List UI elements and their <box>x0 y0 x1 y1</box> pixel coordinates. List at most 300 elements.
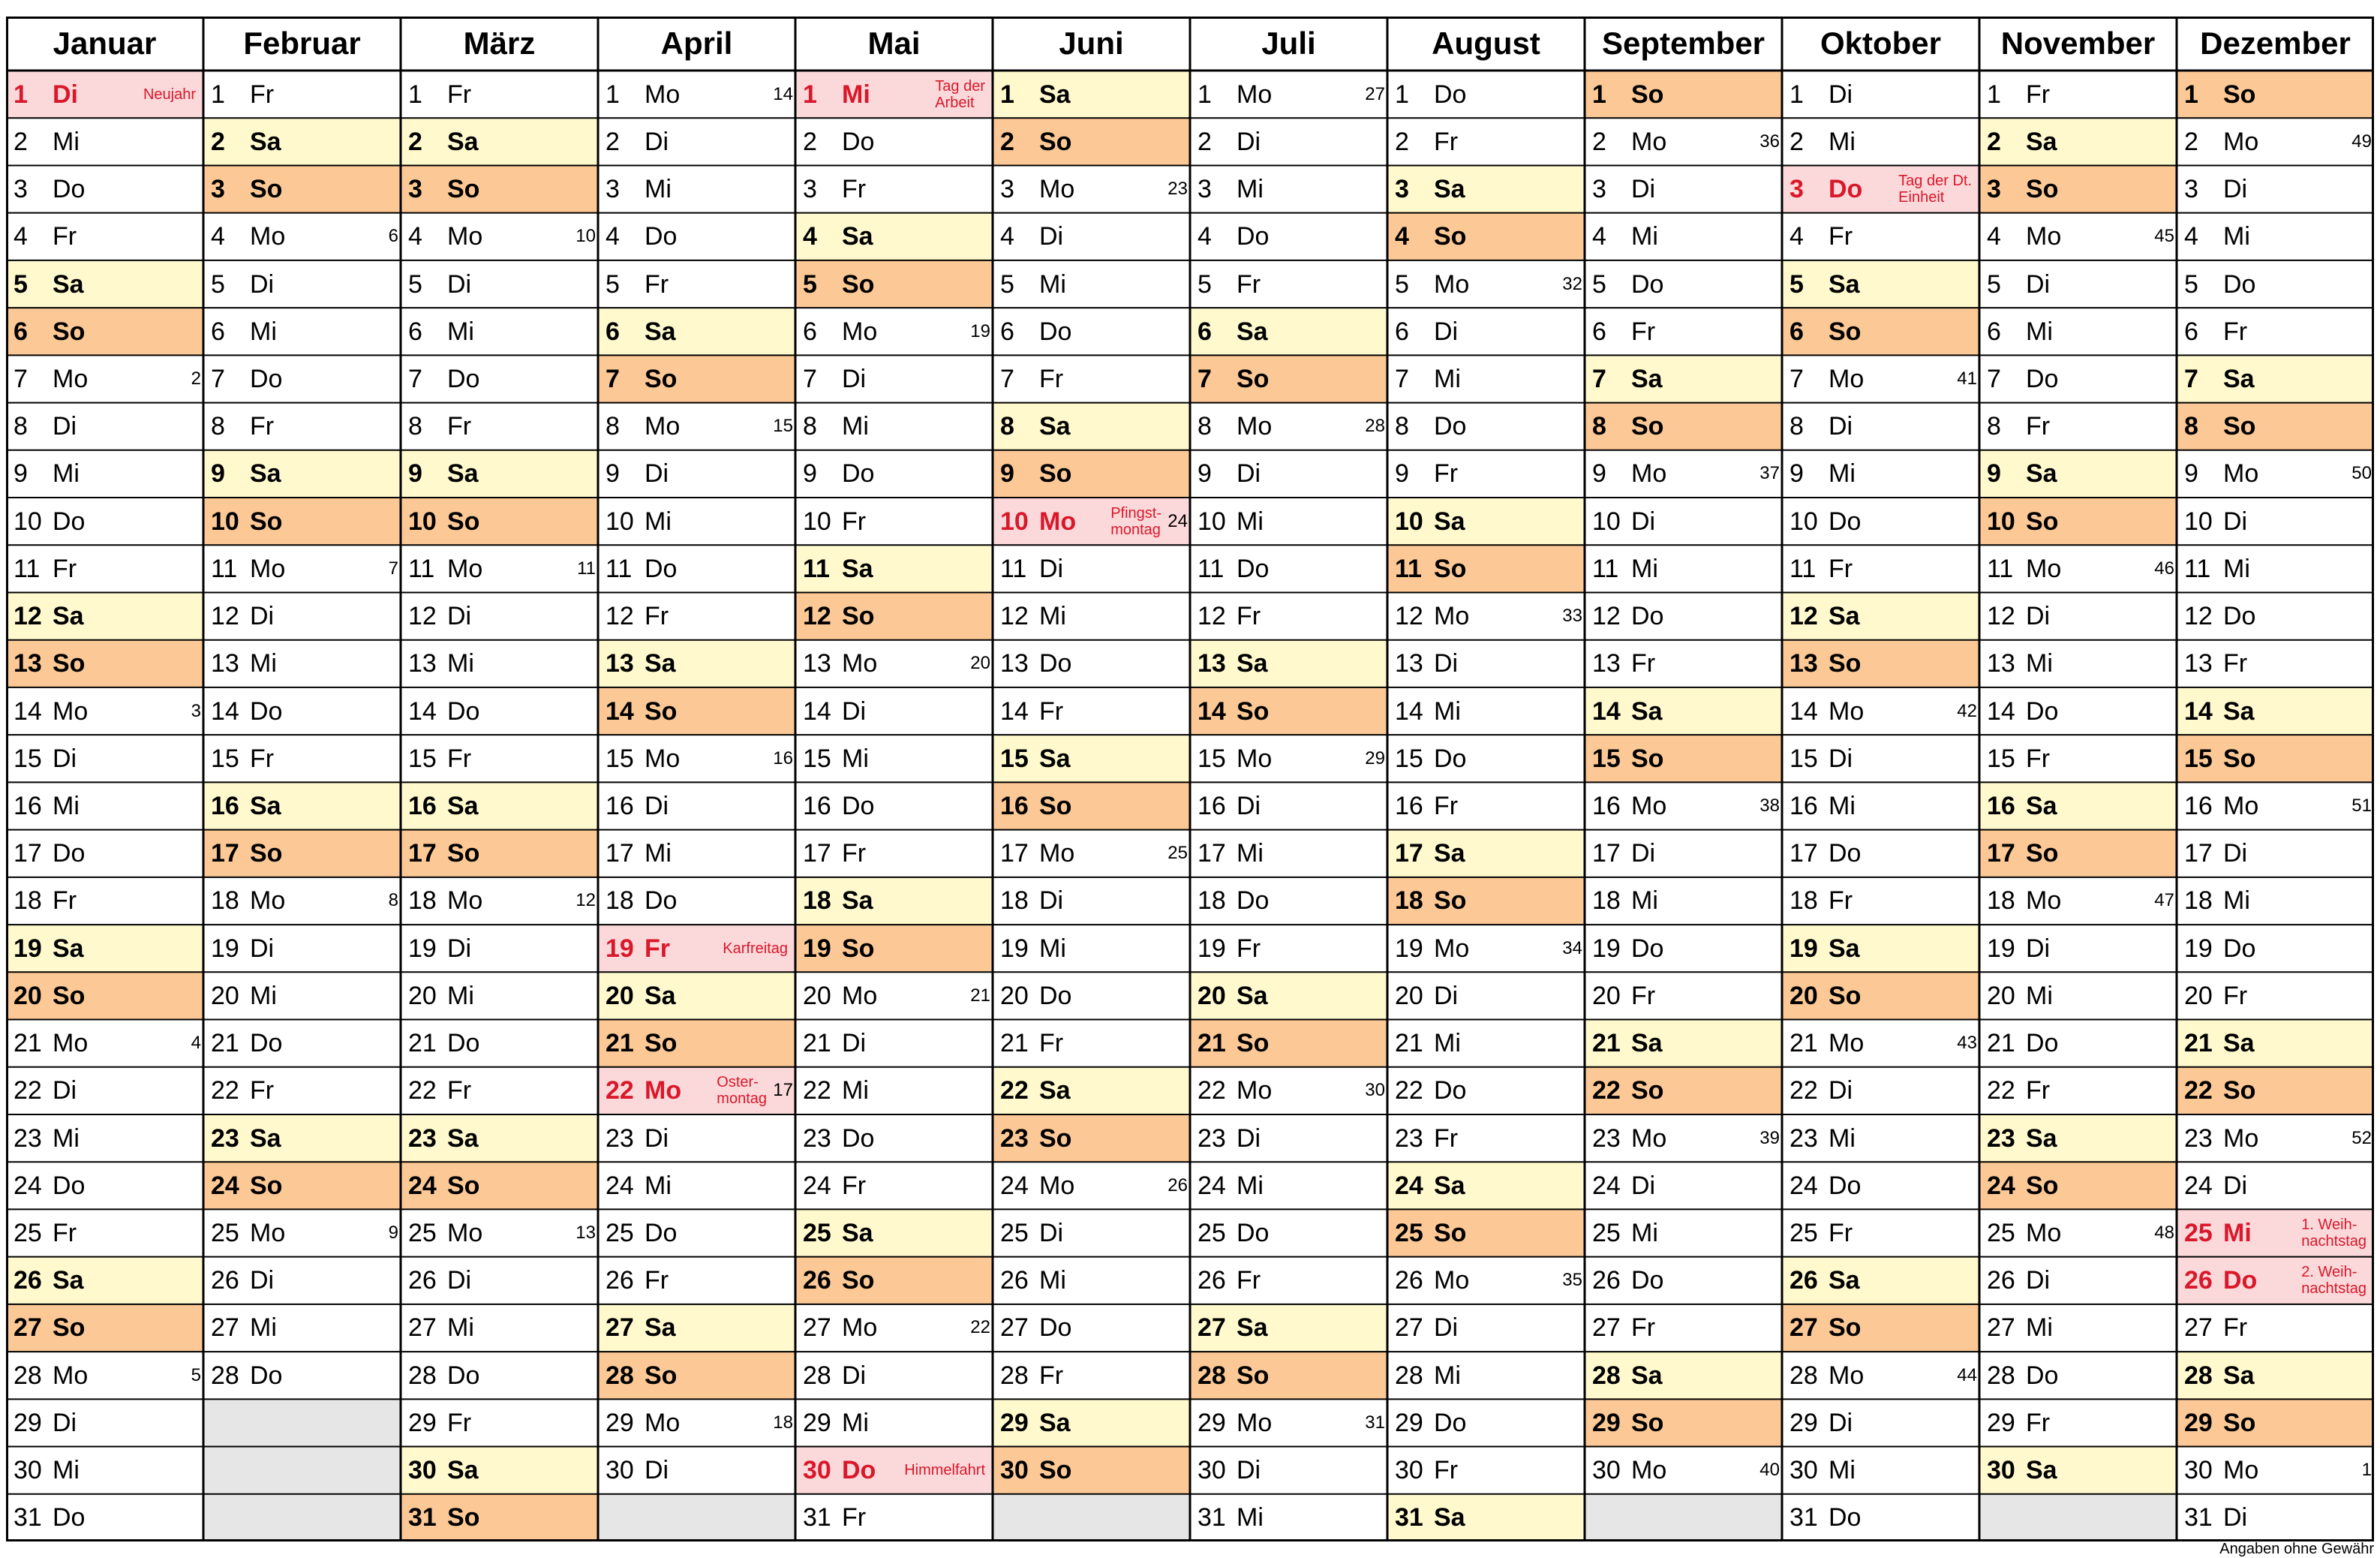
weekday-label: Di <box>2026 1266 2051 1295</box>
day-number: 4 <box>1592 222 1606 251</box>
day-number: 4 <box>1790 222 1804 251</box>
day-cell <box>1979 687 2177 735</box>
day-number: 14 <box>1987 696 2015 726</box>
day-number: 10 <box>211 507 239 536</box>
day-number: 28 <box>606 1361 634 1390</box>
day-number: 10 <box>1592 507 1621 536</box>
day-cell <box>1979 403 2177 450</box>
weekday-label: Mi <box>1237 175 1264 204</box>
weekday-label: Do <box>842 459 875 489</box>
weekday-label: Mi <box>2026 1313 2053 1343</box>
day-number: 5 <box>803 269 817 299</box>
day-number: 2 <box>211 127 225 156</box>
weekday-label: Fr <box>1631 317 1656 346</box>
disclaimer: Angaben ohne Gewähr <box>2219 1541 2374 1557</box>
day-cell <box>1387 1447 1585 1494</box>
day-cell <box>1585 1304 1782 1352</box>
day-number: 24 <box>1000 1171 1029 1200</box>
day-number: 30 <box>1395 1456 1423 1485</box>
day-cell <box>1387 498 1585 545</box>
weekday-label: So <box>1829 1313 1862 1343</box>
day-number: 3 <box>1198 175 1212 204</box>
day-cell <box>1782 355 1979 402</box>
day-cell <box>1782 640 1979 687</box>
day-cell <box>993 165 1190 212</box>
weekday-label: Do <box>1631 602 1664 631</box>
weekday-label: Do <box>1631 269 1664 299</box>
weekday-label: Sa <box>1631 1029 1663 1058</box>
weekday-label: Di <box>1039 1219 1064 1248</box>
day-cell <box>1979 545 2177 592</box>
day-cell <box>1190 165 1387 212</box>
day-number: 27 <box>14 1313 42 1343</box>
day-cell <box>1782 1209 1979 1256</box>
weekday-label: Di <box>250 269 275 299</box>
day-cell <box>1585 1352 1782 1399</box>
day-cell <box>1979 1020 2177 1067</box>
day-number: 9 <box>606 459 620 489</box>
month-header: Dezember <box>2200 26 2351 61</box>
day-cell <box>203 545 401 592</box>
day-cell <box>1979 308 2177 355</box>
weekday-label: Di <box>1829 1408 1853 1437</box>
weekday-label: Mi <box>1039 1266 1066 1295</box>
holiday-name: Neujahr <box>143 86 196 103</box>
day-number: 6 <box>211 317 225 346</box>
weekday-label: Sa <box>1237 649 1268 678</box>
day-number: 16 <box>1395 791 1423 820</box>
day-cell <box>401 1067 598 1114</box>
weekday-label: Fr <box>250 744 275 773</box>
weekday-label: Do <box>1631 1266 1664 1295</box>
day-number: 4 <box>606 222 620 251</box>
day-cell <box>1979 830 2177 877</box>
weekday-label: Do <box>2223 602 2256 631</box>
weekday-label: Mi <box>1434 696 1461 726</box>
weekday-label: Mi <box>842 1408 869 1437</box>
day-cell <box>1979 782 2177 829</box>
week-number: 43 <box>1957 1033 1977 1054</box>
day-cell <box>1190 1494 1387 1541</box>
weekday-label: Di <box>645 1123 669 1153</box>
day-number: 25 <box>408 1219 437 1248</box>
day-cell <box>598 308 795 355</box>
weekday-label: Sa <box>447 459 479 489</box>
weekday-label: Sa <box>842 554 873 583</box>
day-number: 23 <box>1000 1123 1029 1153</box>
day-number: 22 <box>14 1076 42 1105</box>
day-number: 25 <box>14 1219 42 1248</box>
weekday-label: Sa <box>1039 1076 1071 1105</box>
day-number: 8 <box>1790 412 1804 441</box>
day-cell <box>401 165 598 212</box>
week-number: 34 <box>1562 937 1582 958</box>
week-number: 6 <box>388 226 398 247</box>
weekday-label: Sa <box>250 791 281 820</box>
day-cell <box>2177 830 2374 877</box>
weekday-label: Mo <box>842 1313 878 1343</box>
weekday-label: Do <box>1829 175 1863 204</box>
day-number: 10 <box>14 507 42 536</box>
day-number: 7 <box>2184 364 2198 393</box>
day-number: 17 <box>1395 839 1423 868</box>
day-number: 13 <box>408 649 437 678</box>
week-number: 27 <box>1365 83 1385 104</box>
weekday-label: Sa <box>1434 175 1465 204</box>
day-cell <box>1387 545 1585 592</box>
day-number: 28 <box>408 1361 437 1390</box>
weekday-label: So <box>842 1266 875 1295</box>
weekday-label: Mo <box>2223 1456 2259 1485</box>
day-cell <box>993 1447 1190 1494</box>
weekday-label: Mi <box>1434 1361 1461 1390</box>
weekday-label: Mo <box>447 222 483 251</box>
month-header: September <box>1601 26 1765 61</box>
day-cell <box>1190 972 1387 1019</box>
week-number: 24 <box>1167 510 1188 531</box>
weekday-label: Mi <box>1039 269 1066 299</box>
day-cell <box>401 735 598 782</box>
day-cell <box>401 1162 598 1209</box>
day-number: 3 <box>1790 175 1804 204</box>
week-number: 50 <box>2351 463 2372 484</box>
day-cell <box>1190 308 1387 355</box>
weekday-label: Sa <box>447 1456 479 1485</box>
day-number: 2 <box>1987 127 2001 156</box>
weekday-label: Di <box>1237 127 1261 156</box>
day-number: 9 <box>14 459 28 489</box>
weekday-label: So <box>1434 554 1467 583</box>
day-number: 16 <box>408 791 437 820</box>
day-number: 18 <box>803 886 831 916</box>
weekday-label: Fr <box>1237 602 1261 631</box>
day-cell <box>1782 735 1979 782</box>
day-cell <box>203 403 401 450</box>
weekday-label: Do <box>1237 886 1270 916</box>
day-cell <box>1387 213 1585 260</box>
weekday-label: Di <box>53 80 78 109</box>
day-cell <box>598 830 795 877</box>
day-number: 29 <box>606 1408 634 1437</box>
day-cell <box>1585 498 1782 545</box>
holiday-name: Oster- montag <box>717 1074 767 1108</box>
day-number: 13 <box>1592 649 1621 678</box>
day-cell <box>6 355 203 402</box>
day-cell <box>6 260 203 308</box>
year-calendar <box>6 17 2374 1541</box>
day-cell <box>1979 735 2177 782</box>
day-cell <box>795 450 993 498</box>
weekday-label: Sa <box>1039 744 1071 773</box>
day-number: 3 <box>606 175 620 204</box>
day-number: 6 <box>1592 317 1606 346</box>
day-cell <box>203 1162 401 1209</box>
weekday-label: Di <box>1237 1456 1261 1485</box>
day-cell <box>1585 403 1782 450</box>
month-header: April <box>660 26 733 61</box>
day-number: 14 <box>1198 696 1226 726</box>
weekday-label: Fr <box>250 80 275 109</box>
day-cell <box>993 498 1190 545</box>
weekday-label: Di <box>1829 80 1853 109</box>
day-cell <box>401 450 598 498</box>
day-cell <box>1190 687 1387 735</box>
day-number: 3 <box>2184 175 2198 204</box>
day-cell <box>795 1352 993 1399</box>
weekday-label: Sa <box>842 222 873 251</box>
day-number: 1 <box>1000 80 1014 109</box>
day-cell <box>598 1209 795 1256</box>
month-column-7 <box>1190 17 1387 1541</box>
day-cell <box>1782 450 1979 498</box>
weekday-label: Do <box>447 696 480 726</box>
weekday-label: Do <box>2223 1266 2258 1295</box>
weekday-label: Do <box>1237 554 1270 583</box>
day-cell <box>2177 165 2374 212</box>
weekday-label: So <box>250 507 283 536</box>
day-cell <box>203 355 401 402</box>
day-cell <box>598 1304 795 1352</box>
day-number: 15 <box>14 744 42 773</box>
weekday-label: Di <box>1237 459 1261 489</box>
weekday-label: Mo <box>2223 459 2259 489</box>
week-number: 11 <box>577 558 596 579</box>
day-number: 7 <box>1987 364 2001 393</box>
day-cell <box>203 498 401 545</box>
day-number: 6 <box>1198 317 1212 346</box>
month-header: März <box>463 26 536 61</box>
day-cell <box>993 450 1190 498</box>
weekday-label: Fr <box>1434 791 1459 820</box>
day-number: 16 <box>1592 791 1621 820</box>
week-number: 26 <box>1167 1175 1188 1196</box>
weekday-label: So <box>447 1171 480 1200</box>
weekday-label: So <box>447 839 480 868</box>
day-cell <box>401 1209 598 1256</box>
day-cell <box>993 1162 1190 1209</box>
day-cell <box>1585 308 1782 355</box>
weekday-label: Mo <box>1039 839 1075 868</box>
day-cell <box>795 640 993 687</box>
day-cell <box>795 1399 993 1446</box>
day-cell <box>1585 545 1782 592</box>
weekday-label: Mi <box>842 1076 869 1105</box>
day-number: 26 <box>1198 1266 1226 1295</box>
day-cell <box>401 925 598 972</box>
weekday-label: Do <box>1039 649 1072 678</box>
weekday-label: Mi <box>842 80 870 109</box>
weekday-label: Di <box>1829 1076 1853 1105</box>
day-number: 11 <box>211 554 238 583</box>
day-cell <box>1585 972 1782 1019</box>
day-number: 17 <box>803 839 831 868</box>
weekday-label: Sa <box>53 269 84 299</box>
weekday-label: Fr <box>842 1503 867 1532</box>
weekday-label: Sa <box>1631 1361 1663 1390</box>
day-number: 29 <box>1592 1408 1621 1437</box>
day-number: 7 <box>606 364 620 393</box>
day-cell <box>1190 925 1387 972</box>
weekday-label: Mo <box>1039 175 1075 204</box>
day-number: 5 <box>211 269 225 299</box>
day-cell <box>1190 1020 1387 1067</box>
day-number: 1 <box>1987 80 2001 109</box>
day-number: 28 <box>14 1361 42 1390</box>
month-column-8 <box>1387 17 1585 1541</box>
day-cell <box>1387 403 1585 450</box>
weekday-label: Di <box>2223 1171 2248 1200</box>
weekday-label: Di <box>842 1029 867 1058</box>
day-number: 10 <box>1395 507 1423 536</box>
day-cell <box>1585 925 1782 972</box>
weekday-label: Fr <box>1631 649 1656 678</box>
day-cell <box>401 1352 598 1399</box>
day-number: 25 <box>1000 1219 1029 1248</box>
day-cell <box>2177 1162 2374 1209</box>
day-cell <box>401 592 598 639</box>
weekday-label: Mi <box>250 1313 277 1343</box>
weekday-label: So <box>1829 649 1862 678</box>
day-cell <box>993 1352 1190 1399</box>
weekday-label: Do <box>1434 744 1467 773</box>
day-cell <box>2177 640 2374 687</box>
day-cell <box>1387 1352 1585 1399</box>
day-number: 18 <box>14 886 42 916</box>
weekday-label: Mo <box>2223 127 2259 156</box>
day-cell <box>203 735 401 782</box>
day-number: 20 <box>2184 981 2213 1010</box>
weekday-label: Mo <box>842 317 878 346</box>
weekday-label: Di <box>2026 934 2051 963</box>
day-cell <box>1585 71 1782 118</box>
day-number: 12 <box>1592 602 1621 631</box>
weekday-label: Mo <box>2026 554 2062 583</box>
day-cell <box>2177 1447 2374 1494</box>
day-number: 23 <box>14 1123 42 1153</box>
day-cell <box>203 782 401 829</box>
day-number: 2 <box>14 127 28 156</box>
day-cell <box>203 592 401 639</box>
weekday-label: Mi <box>2026 317 2053 346</box>
day-cell <box>203 450 401 498</box>
day-cell <box>203 877 401 925</box>
day-number: 28 <box>211 1361 239 1390</box>
weekday-label: Mo <box>1829 1361 1865 1390</box>
empty-day-cell <box>203 1447 401 1494</box>
day-number: 9 <box>1592 459 1606 489</box>
weekday-label: Mo <box>250 1219 286 1248</box>
weekday-label: Fr <box>1829 222 1853 251</box>
weekday-label: Sa <box>842 1219 873 1248</box>
day-cell <box>1782 403 1979 450</box>
weekday-label: So <box>1039 1456 1072 1485</box>
weekday-label: Mo <box>1237 412 1273 441</box>
weekday-label: Do <box>842 1123 875 1153</box>
day-number: 27 <box>1000 1313 1029 1343</box>
day-cell <box>1585 1447 1782 1494</box>
day-number: 29 <box>1198 1408 1226 1437</box>
weekday-label: Di <box>1829 412 1853 441</box>
day-cell <box>598 118 795 165</box>
day-cell <box>993 1399 1190 1446</box>
weekday-label: Fr <box>447 412 472 441</box>
month-header: August <box>1432 26 1540 61</box>
day-cell <box>1190 640 1387 687</box>
day-number: 25 <box>1592 1219 1621 1248</box>
day-cell <box>1387 687 1585 735</box>
day-cell <box>1782 925 1979 972</box>
weekday-label: Do <box>645 886 678 916</box>
day-number: 13 <box>1000 649 1029 678</box>
day-cell <box>1585 592 1782 639</box>
weekday-label: Di <box>2223 175 2248 204</box>
weekday-label: So <box>1434 222 1467 251</box>
day-number: 26 <box>1987 1266 2015 1295</box>
weekday-label: So <box>250 1171 283 1200</box>
day-cell <box>1782 1162 1979 1209</box>
week-number: 22 <box>970 1317 990 1338</box>
day-cell <box>598 925 795 972</box>
month-header: Januar <box>53 26 157 61</box>
day-number: 15 <box>408 744 437 773</box>
day-number: 24 <box>1987 1171 2015 1200</box>
day-number: 13 <box>606 649 634 678</box>
day-number: 23 <box>1790 1123 1818 1153</box>
weekday-label: Sa <box>2223 1029 2255 1058</box>
weekday-label: Di <box>1039 886 1064 916</box>
day-number: 15 <box>1395 744 1423 773</box>
day-number: 9 <box>1198 459 1212 489</box>
weekday-label: Mi <box>1829 127 1856 156</box>
day-number: 11 <box>408 554 435 583</box>
day-cell <box>401 1447 598 1494</box>
weekday-label: Sa <box>2026 1456 2057 1485</box>
weekday-label: Do <box>842 127 875 156</box>
day-number: 3 <box>408 175 422 204</box>
day-number: 16 <box>1198 791 1226 820</box>
weekday-label: Do <box>1829 507 1862 536</box>
weekday-label: Mo <box>645 1076 682 1105</box>
day-number: 14 <box>803 696 831 726</box>
day-number: 2 <box>1395 127 1409 156</box>
day-cell <box>203 830 401 877</box>
day-number: 18 <box>2184 886 2213 916</box>
day-cell <box>1979 1067 2177 1114</box>
weekday-label: Di <box>2223 507 2248 536</box>
week-number: 25 <box>1167 843 1188 864</box>
day-number: 10 <box>1000 507 1029 536</box>
day-number: 29 <box>14 1408 42 1437</box>
weekday-label: Di <box>53 412 77 441</box>
day-number: 5 <box>1000 269 1014 299</box>
week-number: 33 <box>1562 606 1582 627</box>
day-cell <box>1979 1352 2177 1399</box>
day-number: 9 <box>1000 459 1014 489</box>
holiday-name: Karfreitag <box>723 940 788 957</box>
day-number: 28 <box>1000 1361 1029 1390</box>
day-number: 27 <box>803 1313 831 1343</box>
weekday-label: So <box>645 1361 678 1390</box>
day-cell <box>6 1304 203 1352</box>
weekday-label: Di <box>645 127 669 156</box>
weekday-label: Di <box>1434 1313 1459 1343</box>
weekday-label: Mi <box>645 507 672 536</box>
day-number: 30 <box>606 1456 634 1485</box>
day-number: 22 <box>606 1076 634 1105</box>
weekday-label: Fr <box>645 934 670 963</box>
day-cell <box>6 118 203 165</box>
day-number: 15 <box>1987 744 2015 773</box>
